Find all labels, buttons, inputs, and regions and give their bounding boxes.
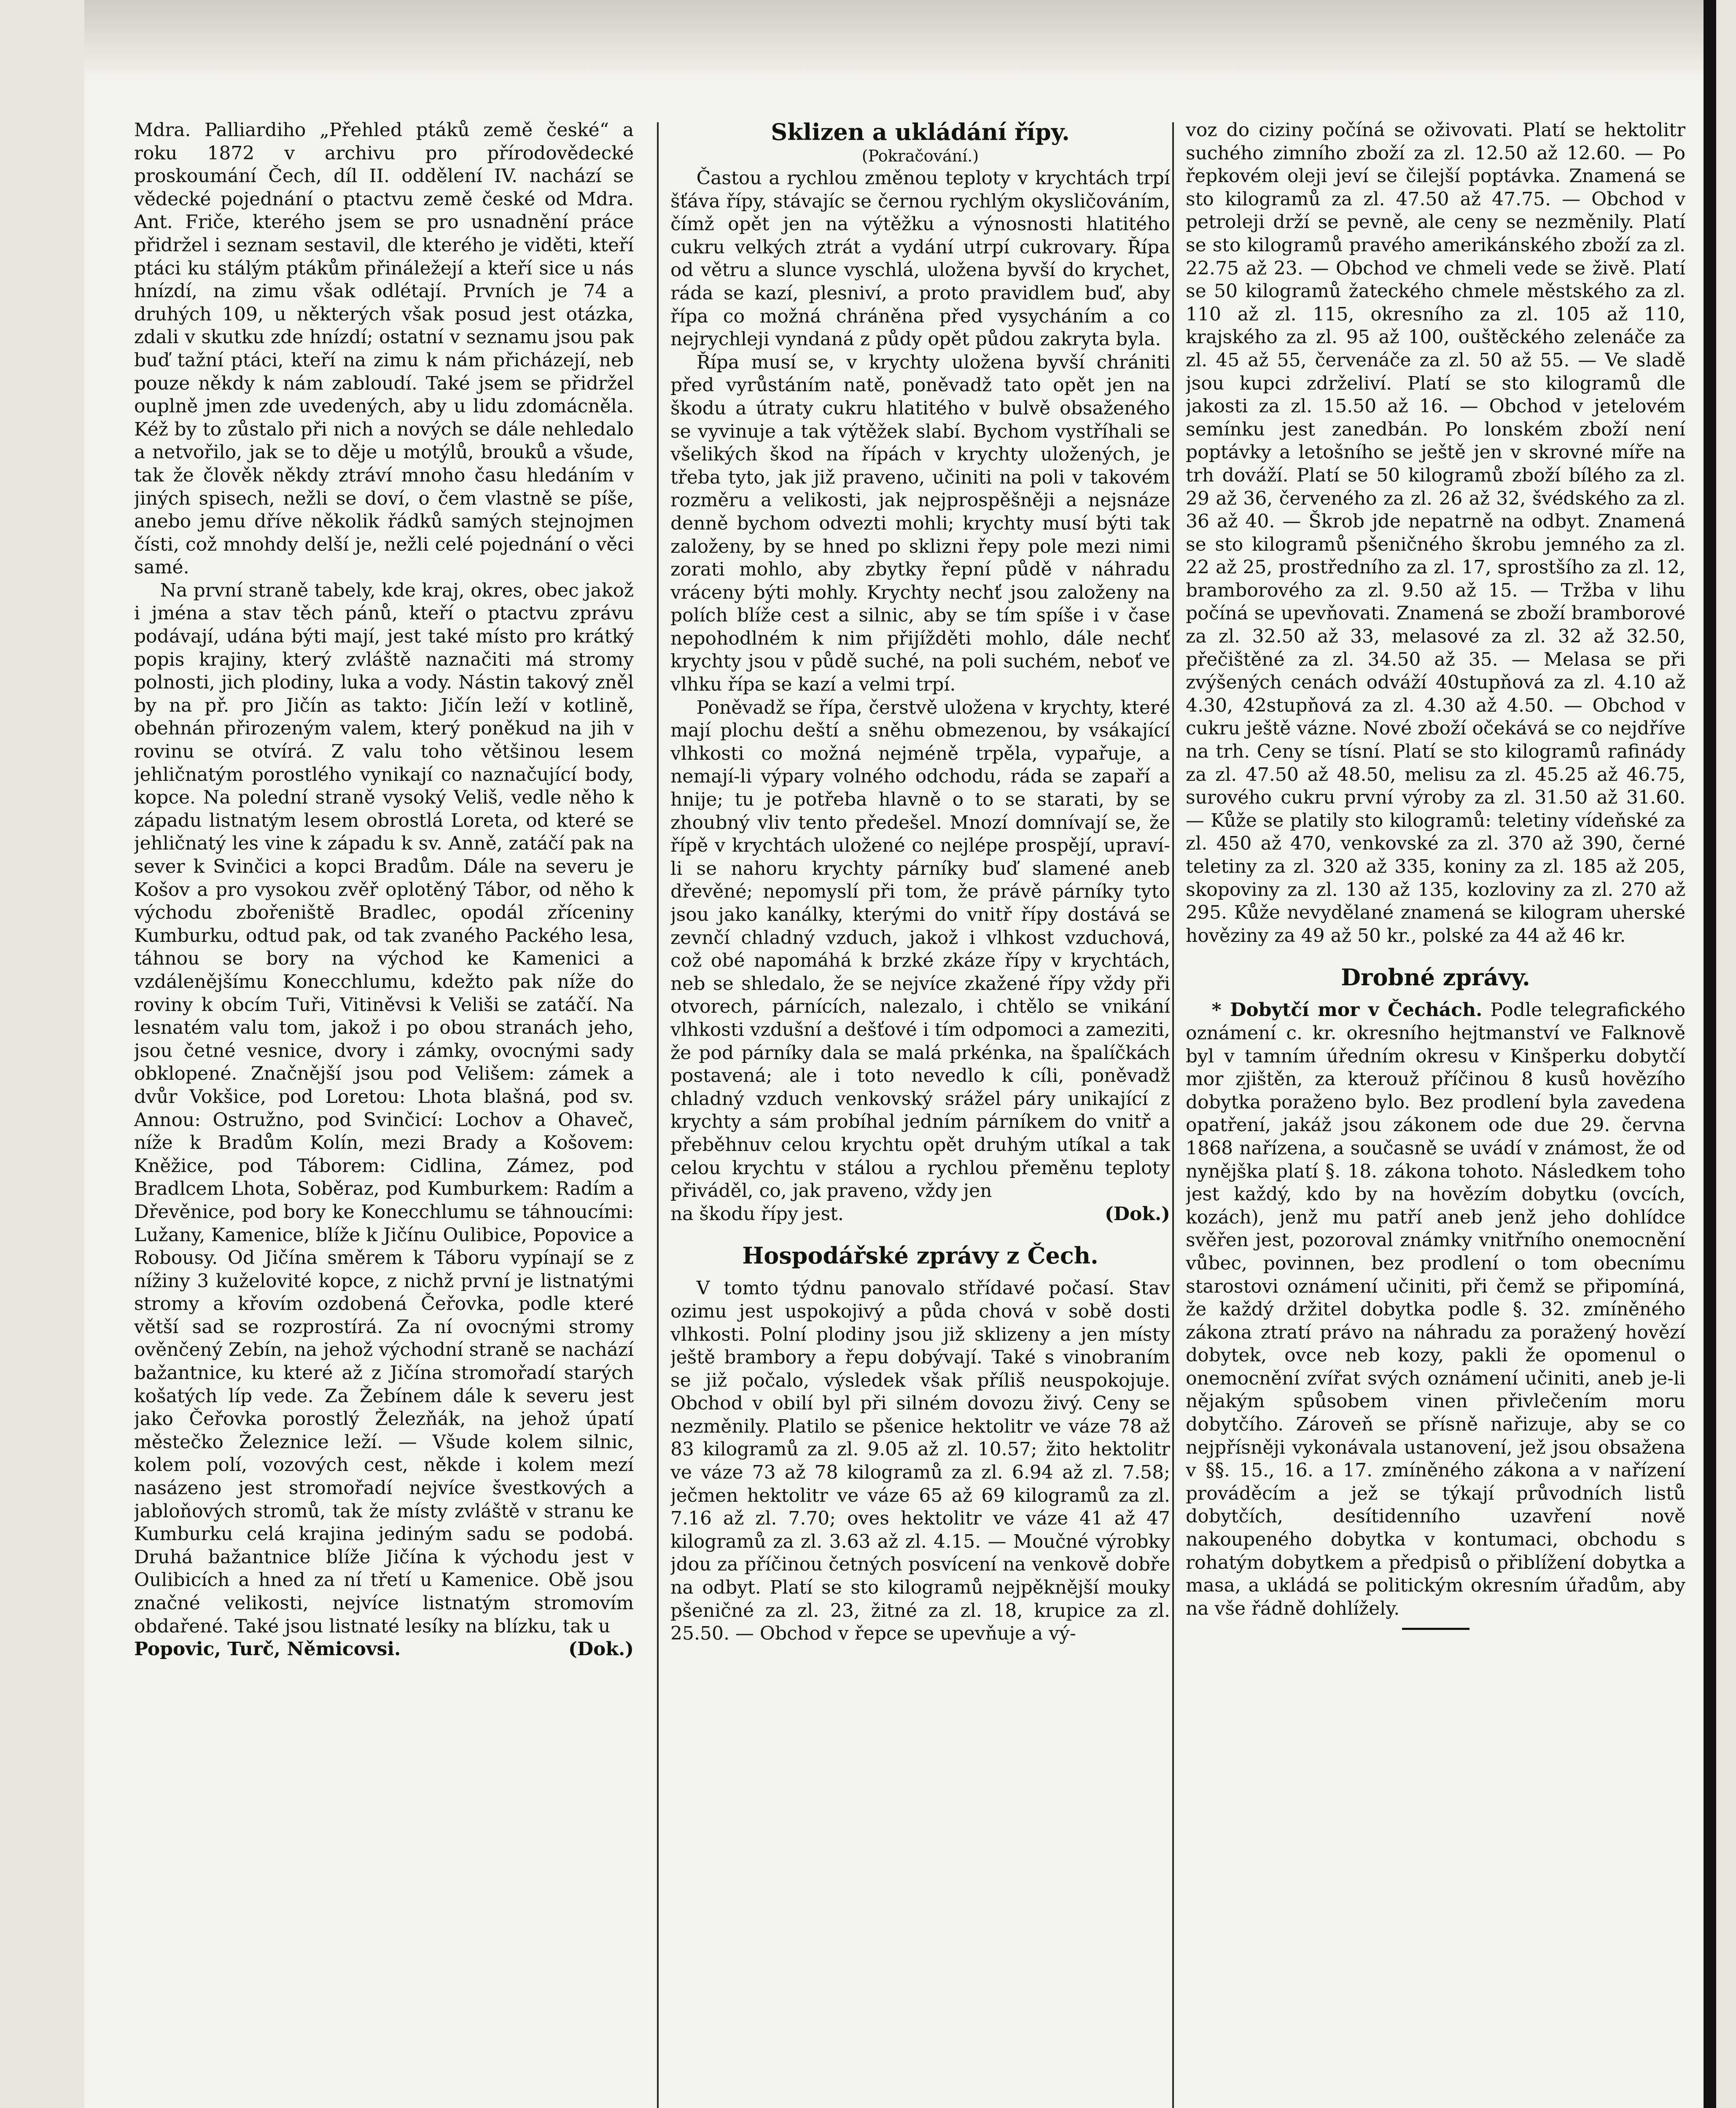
last-line: Popovic, Turč, Němicovsi. [134,1638,401,1660]
article-paragraph: Řípa musí se, v krychty uložena byvší chrániti před vyrůstáním natě, poněvadž tato opět jen na škodu a útraty cukru hlatitého v bulvě obsaženého se vyvinuje a tak výtěžek slabí. Bychom vystříhali se všelikých škod na řípách v krychty uložených, je třeba tyto, jak již praveno, učiniti na poli v takovém rozměru a velikosti, jak nejprospěšněji a nejsnáze denně bychom odvezti mohli; krychty musí býti tak založeny, by se hned po sklizni řepy pole mezi nimi zorati mohlo, aby zbytky řepní půdě v náhradu vráceny býti mohly. Krychty nechť jsou založeny na polích blíže cest a silnic, aby se tím spíše i v čase nepohodlném k nim přijížděti mohlo, dále nechť krychty jsou v půdě suché, na poli suchém, neboť ve vlhku řípa se kazí a velmi trpí. [670,351,1170,696]
article-paragraph: voz do ciziny počíná se oživovati. Platí se hektolitr suchého zimního zboží za zl. 12.50 až 12.60. — Po řepkovém oleji jeví se čilejší poptávka. Znamená se sto kilogramů za zl. 47.50 až 47.75. — Obchod v petroleji drží se pevně, ale ceny se nezměnily. Platí se sto kilogramů pravého amerikánského zboží za zl. 22.75 až 23. — Obchod ve chmeli vede se živě. Platí se 50 kilogramů žateckého chmele městského za zl. 110 až zl. 115, okresního za zl. 105 až 110, krajského za zl. 95 až 100, ouštěckého zelenáče za zl. 45 až 55, červenáče za zl. 50 až 55. — Ve sladě jsou kupci zdrželiví. Platí se sto kilogramů dle jakosti za zl. 15.50 až 16. — Obchod v jetelovém semínku jest zanedbán. Po lonském zboží není poptávky a letošního se ještě jen v skrovné míře na trh dováží. Platí se 50 kilogramů zboží bílého za zl. 29 až 36, červeného za zl. 26 až 32, švédského za zl. 36 až 40. — Škrob jde nepatrně na odbyt. Znamená se sto kilogramů pšeničného škrobu jemného za zl. 22 až 25, prostředního za zl. 17, sprostšího za zl. 12, bramborového za zl. 9.50 až 15. — Tržba v lihu počíná se upevňovati. Znamená se zboží bramborové za zl. 32.50 až 33, melasové za zl. 32 až 32.50, přečištěné za zl. 34.50 až 35. — Melasa se při zvýšených cenách odváží 40stupňová za zl. 4.10 až 4.30, 42stupňová za zl. 4.30 až 4.50. — Obchod v cukru ještě vázne. Nové zboží očekává se co nejdříve na trh. Ceny se tísní. Platí se sto kilogramů rafinády za zl. 47.50 až 48.50, melisu za zl. 45.25 až 46.75, surového cukru první výroby za zl. 31.50 až 31.60. — Kůže se platily sto kilogramů: teletiny vídeňské za zl. 450 až 470, venkovské za zl. 370 až 390, černé teletiny za zl. 320 až 335, koniny za zl. 185 až 205, skopoviny za zl. 130 až 135, kozloviny za zl. 270 až 295. Kůže nevydělané znamená se kilogram uherské hověziny za 49 až 50 kr., polské za 44 až 46 kr. [1186,119,1685,946]
last-line: na škodu řípy jest. [670,1203,844,1225]
continued-mark: (Dok.) [1105,1203,1170,1225]
column-rule-2 [1172,122,1174,2108]
continued-mark: (Dok.) [568,1638,634,1660]
column-3 [1186,119,1685,2108]
column-1 [134,119,634,2108]
article-paragraph: Na první straně tabely, kde kraj, okres, obec jakož i jména a stav těch pánů, kteří o ptactvu zprávu podávají, udána býti mají, jest také místo pro krátký popis krajiny, který zvláště naznačiti má stromy polnosti, jich plodiny, luka a vody. Nástin takový zněl by na př. pro Jičín as takto: Jičín leží v kotlině, obehnán přirozeným valem, který poněkud na jih v rovinu se otvírá. Z valu toho většinou lesem jehličnatým porostlého vynikají co naznačující body, kopce. Na polední straně vysoký Veliš, vedle něho k západu listnatým lesem obrostlá Loreta, od které se jehličnatý les vine k západu k sv. Anně, zatáčí pak na sever k Svinčici a kopci Bradům. Dále na severu je Košov a pro vysokou zvěř oplotěný Tábor, od něho k východu zbořeniště Bradlec, opodál zříceniny Kumburku, odtud pak, od tak zvaného Packého lesa, táhnou se bory na východ ke Kamenici a vzdálenějšímu Konecchlumu, kdežto pak níže do roviny k obcím Tuři, Vitiněvsi k Veliši se zatáčí. Na lesnatém valu tom, jakož i po obou stranách jeho, jsou četné vesnice, dvory i zámky, ovocnými sady obklopené. Značnější jsou pod Velišem: zámek a dvůr Vokšice, pod Loretou: Lhota blašná, pod sv. Annou: Ostružno, pod Svinčicí: Lochov a Ohaveč, níže k Bradům Kolín, mezi Brady a Košovem: Kněžice, pod Táborem: Cidlina, Zámez, pod Bradlcem Lhota, Soběraz, pod Kumburkem: Radím a Dřevěnice, pod bory ke Konecchlumu se táhnoucími: Lužany, Kamenice, blíže k Jičínu Oulibice, Popovice a Robousy. Od Jičína směrem k Táboru vypínají se z nížiny 3 kuželovité kopce, z nichž první je listnatými stromy a křovím ozdobená Čeřovka, podle které větší sad se rozprostírá. Za ní ovocnými stromy ověnčený Zebín, na jehož východní straně se nachází bažantnice, ku které až z Jičína stromořadí starých košatých líp vede. Za Žebínem dále k severu jest jako Čeřovka porostlý Železňák, na jehož úpatí městečko Železnice leží. — Všude kolem silnic, kolem polí, vozových cest, někde i kolem mezí nasázeno jest stromořadí nejvíce švestkových a jabloňových stromů, tak že místy zvláště v stranu ke Kumburku celá krajina jediným sadu se podobá. Druhá bažantnice blíže Jičína k východu jest v Oulibicích a hned za ní třetí u Kamenice. Obě jsou značné velikosti, nejvíce listnatým stromovím obdařené. Také jsou listnaté lesíky na blízku, tak u [134,579,634,1637]
article-ending [670,1203,1170,1226]
article-paragraph: Poněvadž se řípa, čerstvě uložena v krychty, které mají plochu deští a sněhu obmezenou, by vsákající vlhkosti co možná nejméně trpěla, vypařuje, a nemají-li výpary volného odchodu, ráda se zapaří a hnije; tu je potřeba hlavně o to se starati, by se zhoubný vliv tento předešel. Mnozí domnívají se, že řípě v krychtách uložené co nejlépe prospějí, upraví-li se nahoru krychty párníky buď slamené aneb dřevěné; nepomyslí při tom, že právě párníky tyto jsou jako kanálky, kterými do vnitř řípy dostává se zevnčí chladný vzduch, jakož i vlhkost vzduchová, což obé napomáhá k brzké zkáze řípy v krychtách, neb se shledalo, že se nejvíce zkažené řípy vždy při otvorech, párnících, nalezalo, i chtělo se vnikání vlhkosti vzdušní a dešťové i tím odpomoci a zameziti, že pod párníky dala se malá prkénka, na špalíčkách postavená; ale i toto nevedlo k cíli, poněvadž chladný vzduch venkovský srážel páry unikající z krychty a sám probíhal jedním párníkem do vnitř a přeběhnuv celou krychtu opět druhým utíkal a tak celou krychtu v stálou a rychlou přeměnu teploty přiváděl, co, jak praveno, vždy jen [670,696,1170,1202]
scan-shadow [84,0,1716,80]
end-rule [1402,1628,1470,1630]
column-2 [670,119,1170,2108]
scan-edge [1704,0,1716,2108]
news-text: Podle telegrafického oznámení c. kr. okresního hejtmanství ve Falknově byl v tamním úředním okresu v Kinšperku dobytčí mor zjištěn, za kterouž příčinou 8 kusů hovězího dobytka poraženo bylo. Bez prodlení byla zavedena opatření, jakáž jsou zákonem ode due 29. června 1868 nařízena, a současně se uvádí v známost, že od nynějška platí §. 18. zákona tohoto. Následkem toho jest každý, kdo by na hovězím dobytku (ovcích, kozách), jenž mu patří aneb jenž jeho dohlídce svěřen jest, pozoroval známky vnitřního onemocnění vůbec, povinnen, bez prodlení o tom obecnímu starostovi oznámení učiniti, při čemž se připomíná, že každý držitel dobytka podle §. 32. zmíněného zákona ztratí právo na náhradu za poražený hovězí dobytek, ovce neb kozy, pakli že opomenul o onemocnění zvířat svých oznámení učiniti, aneb je-li nějakým spůsobem vinen přivlečením moru dobytčího. Zároveň se přísně nařizuje, aby se co nejpřísněji vykonávala ustanovení, jež jsou obsažena v §§. 15., 16. a 17. zmíněného zákona a v nařízení prováděcím a jež se týkají průvodních listů dobytčích, desítidenního uzavření nově nakoupeného dobytka v kontumaci, obchodu s rohatým dobytkem a předpisů o přiblížení dobytka a masa, a ukládá se politickým okresním úřadům, aby na vše řádně dohlížely. [1186,999,1685,1619]
article-ending [134,1638,634,1661]
article-paragraph: Mdra. Palliardiho „Přehled ptáků země české“ a roku 1872 v archivu pro přírodovědecké proskoumání Čech, díl II. oddělení IV. nachází se vědecké pojednání o ptactvu země české od Mdra. Ant. Friče, kterého jsem se pro usnadnění práce přidržel i seznam sestavil, dle kterého je viděti, kteří ptáci ku stálým ptákům přináležejí a kteří sice u nás hnízdí, na zimu však odlétají. Prvních je 74 a druhých 109, u některých však posud jest otázka, zdali v skutku zde hnízdí; ostatní v seznamu jsou pak buď tažní ptáci, kteří na zimu k nám přicházejí, neb pouze někdy k nám zabloudí. Také jsem se přidržel ouplně jmen zde uvedených, aby u lidu zdomácněla. Kéž by to zůstalo při nich a nových se dále nehledalo a netvořilo, jak se to děje u motýlů, brouků a všude, tak že člověk někdy ztráví mnoho času hledáním v jiných spisech, nežli se doví, o čem vlastně se píše, anebo jemu dříve několik řádků samých stejnojmen čísti, což mnohdy delší je, nežli celé pojednání o věci samé. [134,119,634,578]
continuation-note: (Pokračování.) [861,147,979,165]
newspaper-page [84,0,1716,2108]
news-headline: * Dobytčí mor v Čechách. [1211,999,1483,1021]
article-paragraph: V tomto týdnu panovalo střídavé počasí. Stav ozimu jest uspokojivý a půda chová v sobě dosti vlhkosti. Polní plodiny jsou již sklizeny a jen místy ještě brambory a řepu dobývají. Také s vinobraním se již počalo, výsledek však příliš neuspokojuje. Obchod v obilí byl při silném dovozu živý. Ceny se nezměnily. Platilo se pšenice hektolitr ve váze 78 až 83 kilogramů za zl. 9.05 až zl. 10.57; žito hektolitr ve váze 73 až 78 kilogramů za zl. 6.94 až zl. 7.58; ječmen hektolitr ve váze 65 až 69 kilogramů za zl. 7.16 až zl. 7.70; oves hektolitr ve váze 41 až 47 kilogramů za zl. 3.63 až zl. 4.15. — Moučné výrobky jdou za příčinou četných posvícení na venkově dobře na odbyt. Platí se sto kilogramů nejpěknější mouky pšeničné za zl. 23, žitné za zl. 18, krupice za zl. 25.50. — Obchod v řepce se upevňuje a vý- [670,1277,1170,1645]
article-title: Sklizen a ukládání řípy. [771,119,1070,145]
section-title: Drobné zprávy. [1341,964,1530,991]
article-paragraph: Častou a rychlou změnou teploty v krychtách trpí šťáva řípy, stávajíc se černou rychlým okysličováním, čímž opět jen na výtěžku a výnosnosti hlatitého cukru velkých ztrát a vydání utrpí cukrovary. Řípa od větru a slunce vyschlá, uložena byvší do krychet, ráda se kazí, plesniví, a proto pravidlem buď, aby řípa co možná chráněna před vysycháním a co nejrychleji vyndaná z půdy opět půdou zakryta byla. [670,167,1170,350]
column-rule-1 [657,122,659,2108]
section-title: Hospodářské zprávy z Čech. [742,1242,1098,1269]
